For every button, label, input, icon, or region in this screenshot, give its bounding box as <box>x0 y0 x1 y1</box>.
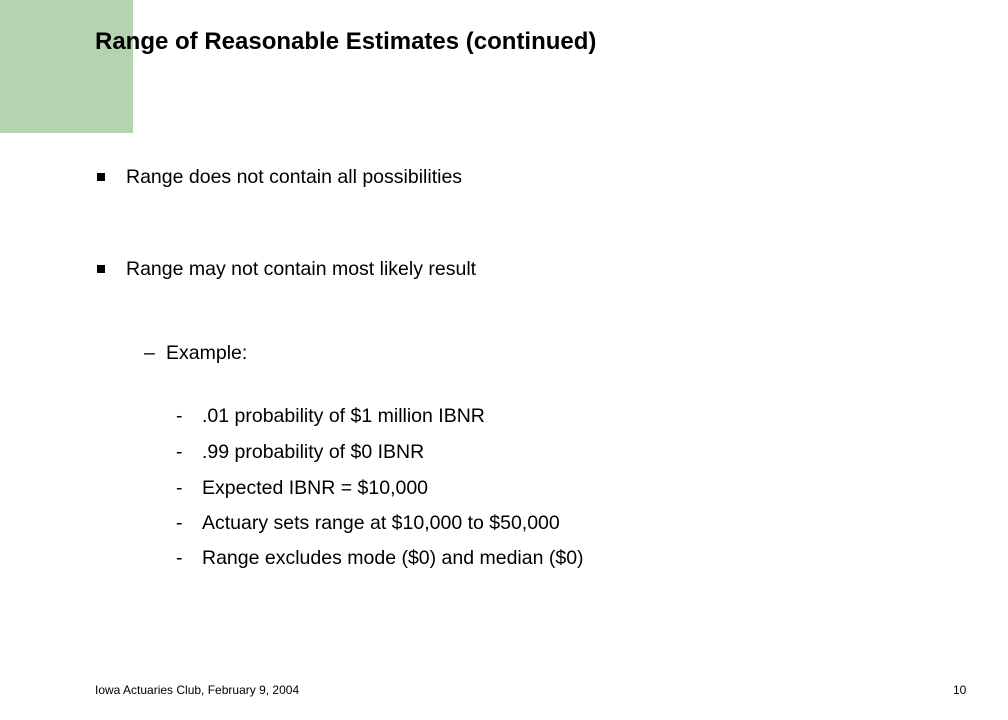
en-dash-marker: – <box>144 342 155 364</box>
dash-marker: - <box>176 512 183 534</box>
sub-bullet-text: Example: <box>166 342 248 364</box>
bullet-text: Range does not contain all possibilities <box>126 166 463 188</box>
dash-marker: - <box>176 405 183 427</box>
slide-title: Range of Reasonable Estimates (continued) <box>95 28 597 55</box>
bullet-text: Range may not contain most likely result <box>126 258 477 280</box>
page-number: 10 <box>953 683 967 697</box>
dash-marker: - <box>176 441 183 463</box>
title-accent-block <box>0 0 133 133</box>
square-bullet-icon <box>97 265 105 273</box>
dash-marker: - <box>176 547 183 569</box>
detail-text: .01 probability of $1 million IBNR <box>202 405 485 427</box>
square-bullet-icon <box>97 173 105 181</box>
detail-text: Range excludes mode ($0) and median ($0) <box>202 547 584 569</box>
detail-text: Expected IBNR = $10,000 <box>202 477 429 499</box>
footer-text: Iowa Actuaries Club, February 9, 2004 <box>95 683 300 697</box>
detail-text: .99 probability of $0 IBNR <box>202 441 425 463</box>
detail-text: Actuary sets range at $10,000 to $50,000 <box>202 512 560 534</box>
dash-marker: - <box>176 477 183 499</box>
